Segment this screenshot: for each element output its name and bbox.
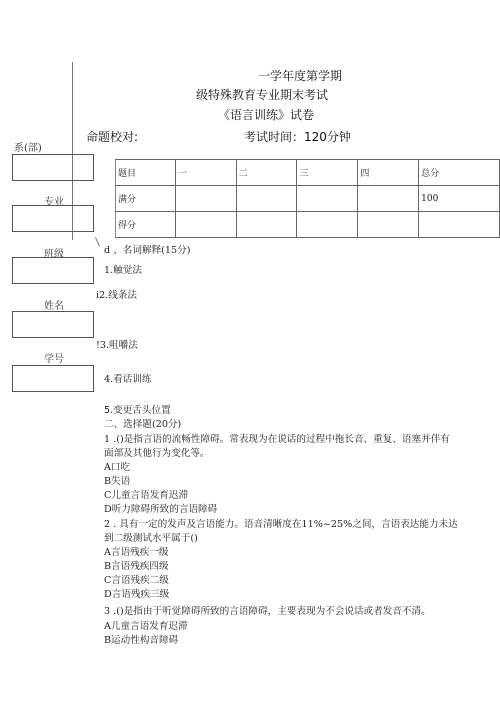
- q1-option-a[interactable]: A口吃: [104, 462, 131, 473]
- col-header-1: 一: [175, 160, 236, 186]
- dept-field[interactable]: [12, 154, 94, 181]
- q1-option-c[interactable]: C儿童言语发育迟滞: [104, 490, 189, 501]
- name-field[interactable]: [12, 311, 94, 338]
- q3-text: 3 .()是指由于听觉障碍所致的言语障碍，主要表现为不会说话或者发音不清。: [104, 606, 431, 617]
- q1-text: 1 .()是指言语的流畅性障碍。常表现为在说话的过程中拖长音、重复、语塞并伴有: [104, 434, 450, 445]
- table-row: [116, 160, 500, 186]
- q2-option-b[interactable]: B言语残疾四级: [104, 561, 169, 572]
- score-cell-3[interactable]: [297, 212, 358, 238]
- section1-title: d 、名词解释(15分): [104, 245, 191, 256]
- q2-option-d[interactable]: D言语残疾三级: [104, 589, 170, 600]
- full-mark-1: [175, 186, 236, 212]
- course-title: 《语言训练》试卷: [218, 108, 315, 122]
- q1-text-cont: 面部及其他行为变化等。: [104, 448, 210, 459]
- term-item-4: 4.看话训练: [104, 374, 152, 385]
- q2-text: 2 . 具有一定的发声及言语能力。语音清晰度在11%~25%之间，言语表达能力未达: [104, 519, 458, 530]
- id-field[interactable]: [12, 365, 94, 392]
- full-mark-3: [297, 186, 358, 212]
- term-item-3: !3.咀嚼法: [96, 340, 138, 351]
- col-header-2: 二: [236, 160, 297, 186]
- tick-mark: [95, 237, 100, 246]
- row-label-full: 满分: [116, 186, 176, 212]
- full-mark-2: [236, 186, 297, 212]
- col-header-3: 三: [297, 160, 358, 186]
- q1-option-b[interactable]: B失语: [104, 476, 131, 487]
- score-cell-total[interactable]: [419, 212, 500, 238]
- row-label-topic: 题目: [116, 160, 176, 186]
- score-table: [115, 159, 500, 238]
- table-row: [116, 186, 500, 212]
- section2-title: 二、选择题(20分): [104, 419, 182, 430]
- col-header-total: 总分: [419, 160, 500, 186]
- major-label: 专业: [44, 197, 64, 208]
- id-label: 学号: [44, 354, 64, 365]
- q3-option-b[interactable]: B运动性构音障碍: [104, 635, 179, 646]
- major-field[interactable]: [12, 205, 94, 232]
- q3-option-a[interactable]: A儿童言语发育迟滞: [104, 621, 188, 632]
- q2-option-c[interactable]: C言语残疾二级: [104, 575, 169, 586]
- full-mark-4: [358, 186, 419, 212]
- score-cell-2[interactable]: [236, 212, 297, 238]
- exam-title: 级特殊教育专业期末考试: [196, 88, 329, 102]
- table-row: [116, 212, 500, 238]
- q2-text-cont: 到二级测试水平属于(): [104, 533, 198, 544]
- term-item-5: 5.变更舌头位置: [104, 405, 171, 416]
- term-title: 一学年度第学期: [258, 69, 343, 83]
- term-item-1: 1.触觉法: [104, 265, 142, 276]
- proposition-label: 命题校对:: [86, 130, 139, 144]
- class-label: 班级: [44, 249, 64, 260]
- full-mark-total: 100: [419, 186, 500, 212]
- score-cell-4[interactable]: [358, 212, 419, 238]
- term-item-2: i2.线条法: [96, 290, 138, 301]
- dept-label: 系(部): [14, 143, 42, 154]
- class-field[interactable]: [12, 257, 94, 284]
- score-cell-1[interactable]: [175, 212, 236, 238]
- q1-option-d[interactable]: D听力障碍所致的言语障碍: [104, 504, 218, 515]
- name-label: 姓名: [44, 301, 64, 312]
- q2-option-a[interactable]: A言语残疾一级: [104, 547, 169, 558]
- col-header-4: 四: [358, 160, 419, 186]
- exam-time: 考试时间：120分钟: [244, 130, 351, 144]
- row-label-score: 得分: [116, 212, 176, 238]
